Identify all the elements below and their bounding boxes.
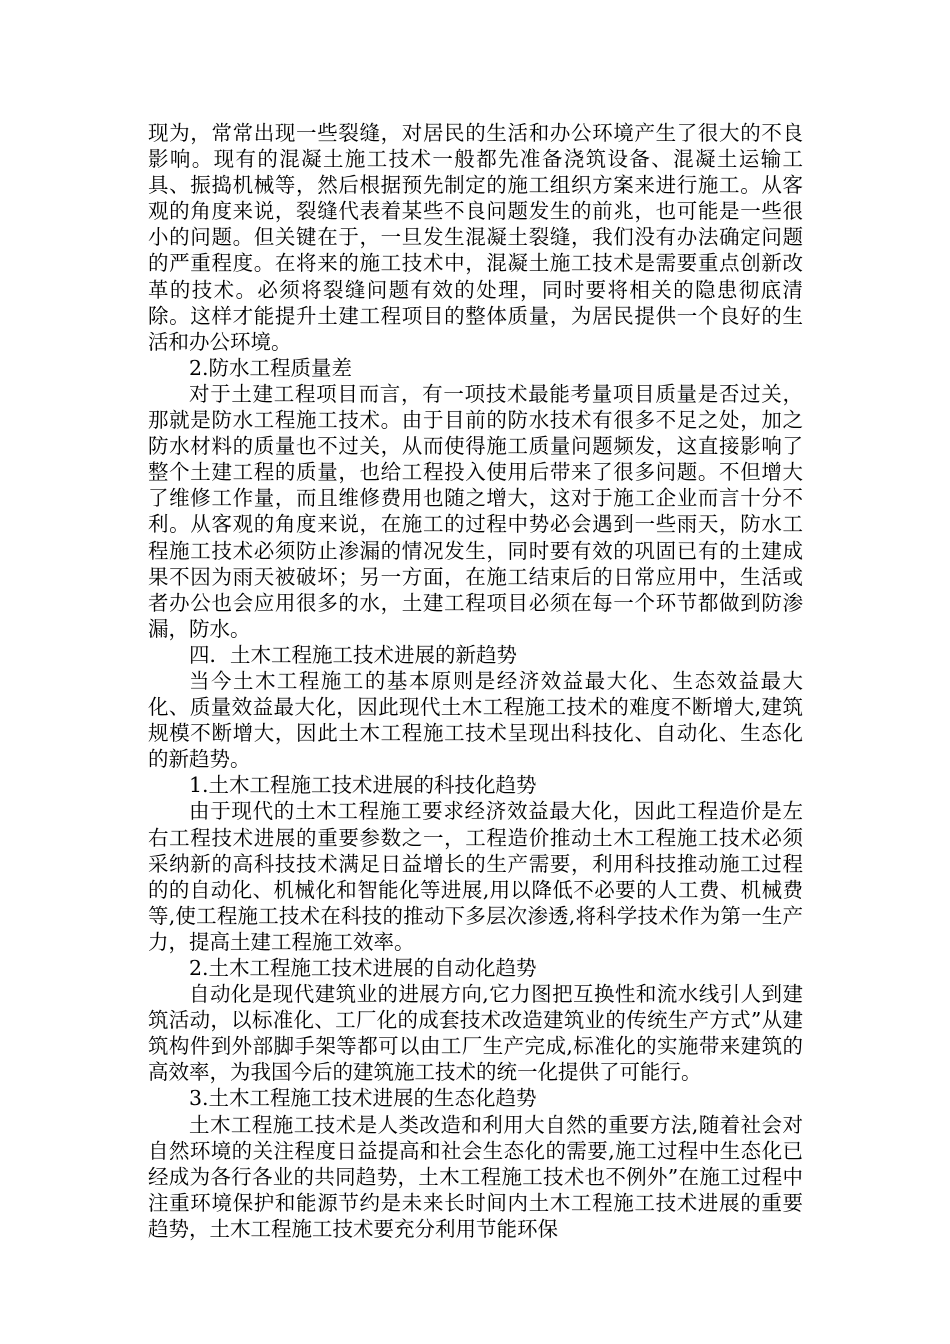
paragraph-ecology-trend: 土木工程施工技术是人类改造和利用大自然的重要方法,随着社会对自然环境的关注程度日益提高和社会生态化的需要,施工过程中生态化已经成为各行各业的共同趋势，土木工程施工技术也不例外”在施工过程中注重环境保护和能源节约是未来长时间内土木工程施工技术进展的重要趋势，土木工程施工技术要充分利用节能环保 [148, 1112, 803, 1241]
paragraph-automation-trend: 自动化是现代建筑业的进展方向,它力图把互换性和流水线引人到建筑活动，以标准化、工厂化的成套技术改造建筑业的传统生产方式”从建筑构件到外部脚手架等都可以由工厂生产完成,标准化的实施带来建筑的高效率，为我国今后的建筑施工技术的统一化提供了可能行。 [148, 982, 803, 1085]
heading-ecology-trend: 3.土木工程施工技术进展的生态化趋势 [189, 1086, 537, 1111]
paragraph-waterproofing: 对于土建工程项目而言，有一项技术最能考量项目质量是否过关，那就是防水工程施工技术。由于目前的防水技术有很多不足之处，加之防水材料的质量也不过关，从而使得施工质量问题频发，这直接影响了整个土建工程的质量，也给工程投入使用后带来了很多问题。不但增大了维修工作量，而且维修费用也随之增大，这对于施工企业而言十分不利。从客观的角度来说，在施工的过程中势必会遇到一些雨天，防水工程施工技术必须防止渗漏的情况发生，同时要有效的巩固已有的土建成果不因为雨天被破坏；另一方面，在施工结束后的日常应用中，生活或者办公也会应用很多的水，土建工程项目必须在每一个环节都做到防渗漏，防水。 [148, 381, 803, 641]
document-page [148, 120, 803, 1242]
paragraph-technology-trend: 由于现代的土木工程施工要求经济效益最大化，因此工程造价是左右工程技术进展的重要参数之一，工程造价推动土木工程施工技术必须采纳新的高科技技术满足日益增长的生产需要，利用科技推动施工过程的的自动化、机械化和智能化等进展,用以降低不必要的人工费、机械费等,使工程施工技术在科技的推动下多层次渗透,将科学技术作为第一生产力，提高土建工程施工效率。 [148, 799, 803, 954]
heading-automation-trend: 2.土木工程施工技术进展的自动化趋势 [189, 956, 537, 980]
paragraph-concrete-cracks: 现为，常常出现一些裂缝，对居民的生活和办公环境产生了很大的不良影响。现有的混凝土施工技术一般都先准备浇筑设备、混凝土运输工具、振捣机械等，然后根据预先制定的施工组织方案来进行施工。从客观的角度来说，裂缝代表着某些不良问题发生的前兆，也可能是一些很小的问题。但关键在于，一旦发生混凝土裂缝，我们没有办法确定问题的严重程度。在将来的施工技术中，混凝土施工技术是需要重点创新改革的技术。必须将裂缝问题有效的处理，同时要将相关的隐患彻底清除。这样才能提升土建工程项目的整体质量，为居民提供一个良好的生活和办公环境。 [148, 121, 803, 354]
heading-waterproofing-quality: 2.防水工程质量差 [189, 355, 353, 380]
heading-technology-trend: 1.土木工程施工技术进展的科技化趋势 [189, 773, 537, 798]
heading-new-trends: 四．土木工程施工技术进展的新趋势 [189, 642, 517, 667]
paragraph-new-trends: 当今土木工程施工的基本原则是经济效益最大化、生态效益最大化、质量效益最大化，因此现代土木工程施工技术的难度不断增大,建筑规模不断增大，因此土木工程施工技术呈现出科技化、自动化、生态化的新趋势。 [148, 668, 803, 772]
